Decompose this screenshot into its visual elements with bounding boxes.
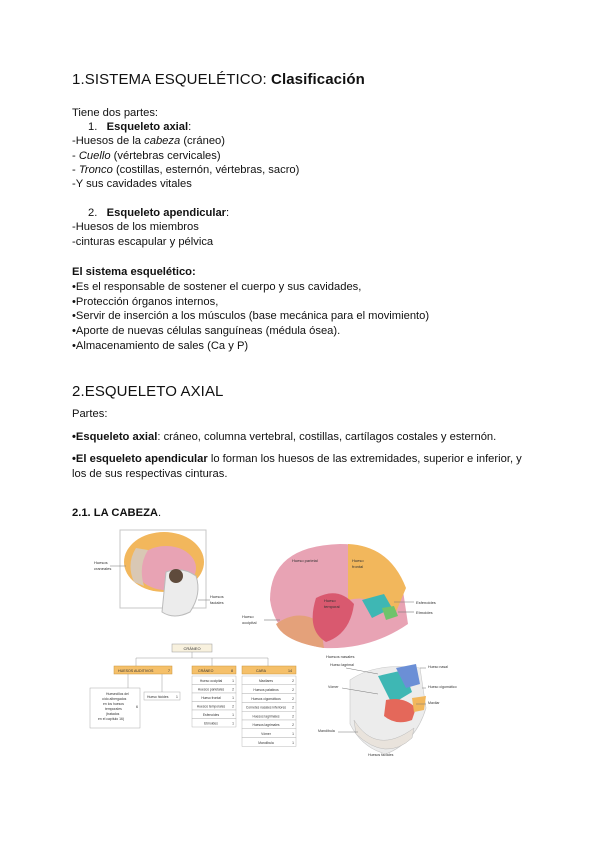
- chart-row-label: Cornetes nasales inferiores: [245, 705, 287, 710]
- chart-row-count: 1: [232, 721, 234, 726]
- chart-col3-rows: [242, 676, 296, 746]
- chart-row-label: Hueso frontal: [201, 695, 221, 700]
- label-hueso-occipital: Hueso: [242, 614, 254, 619]
- chart-row-label: Huesos parietales: [197, 687, 225, 692]
- chart-row-label: Huesos cigomáticos: [251, 696, 281, 701]
- chart-hioides-label: Hueso hioides: [147, 695, 169, 699]
- chart-root-label: CRÁNEO: [183, 646, 201, 651]
- axial-item-3: - Tronco (costillas, esternón, vértebras, sacro): [72, 164, 300, 176]
- chart-col1-note-num: 6: [136, 705, 138, 709]
- chart-row-count: 1: [232, 695, 234, 700]
- chart-hioides-num: 1: [176, 695, 178, 699]
- chart-row-count: 1: [292, 740, 294, 745]
- chart-row-label: Huesos temporales: [196, 704, 226, 709]
- chart-row-count: 1: [232, 678, 234, 683]
- label-huesos-faciales: Huesos: [210, 594, 224, 599]
- chart-col2-count: 8: [231, 669, 233, 673]
- chart-row-label: Mandíbula: [258, 740, 274, 745]
- chart-col1-header-label: HUESOS AUDITIVOS: [118, 669, 154, 673]
- label-huesos-nasales: Huesos nasales: [326, 654, 355, 659]
- chart-row-label: Huesos palatinos: [253, 687, 279, 692]
- apendicular-definition: •El esqueleto apendicular lo forman los huesos de las extremidades, superior e inferior, y los de sus respectivas cinturas.: [72, 453, 522, 480]
- label-vomer: Vómer: [328, 685, 339, 689]
- label-hueso-temporal: temporal: [324, 604, 340, 609]
- label-hueso-frontal: frontal: [352, 564, 364, 569]
- section-2-title: 2.ESQUELETO AXIAL: [72, 383, 224, 400]
- chart-col1-note-line: temporales: [105, 707, 122, 711]
- chart-row-count: 1: [232, 712, 234, 717]
- chart-row-count: 2: [292, 714, 294, 719]
- section-1-title: 1.SISTEMA ESQUELÉTICO: Clasificación: [72, 71, 365, 88]
- system-item: •Almacenamiento de sales (Ca y P): [72, 340, 249, 352]
- chart-row-label: Esfenoides: [202, 712, 220, 717]
- chart-col1-note-line: en el capítulo 16): [98, 717, 125, 721]
- label-hueso-parietal: Hueso parietal: [292, 558, 318, 563]
- chart-col1-count: 7: [168, 669, 170, 673]
- label-esfenoides: Esfenoides: [416, 600, 436, 605]
- chart-row-count: 2: [292, 696, 294, 701]
- system-item: •Aporte de nuevas células sanguíneas (médula ósea).: [72, 325, 341, 337]
- axial-item-4: -Y sus cavidades vitales: [72, 178, 192, 190]
- apendicular-item-2: -cinturas escapular y pélvica: [72, 236, 214, 248]
- system-item: •Protección órganos internos,: [72, 296, 219, 308]
- system-item: •Servir de inserción a los músculos (base mecánica para el movimiento): [72, 310, 430, 322]
- label-maxilar: Maxilar: [428, 701, 440, 705]
- label-etmoides: Etmoides: [416, 610, 433, 615]
- system-title: El sistema esquelético:: [72, 266, 196, 278]
- chart-row-count: 2: [292, 723, 294, 728]
- label-huesos-craneales: Huesos: [94, 560, 108, 565]
- chart-col2-header-label: CRÁNEO: [198, 669, 214, 673]
- axial-definition: •Esqueleto axial: cráneo, columna vertebral, costillas, cartílagos costales y esternón.: [72, 431, 497, 443]
- chart-row-label: Huesos lagrimales: [252, 714, 280, 719]
- partes-text: Partes:: [72, 408, 108, 420]
- cabeza-subtitle: 2.1. LA CABEZA.: [72, 507, 162, 519]
- label-hueso-lagrimal: Hueso lagrimal: [330, 663, 354, 667]
- label-hueso-temporal: Hueso: [324, 598, 336, 603]
- chart-col1-note-line: (tratados: [106, 712, 120, 716]
- chart-connectors: [136, 652, 268, 666]
- chart-col3-count: 14: [288, 669, 292, 673]
- apendicular-item-1: -Huesos de los miembros: [72, 221, 199, 233]
- chart-row-label: Hueso occipital: [199, 678, 223, 683]
- label-hueso-occipital: occipital: [242, 620, 257, 625]
- apendicular-heading: 2. Esqueleto apendicular:: [88, 207, 230, 219]
- chart-col1-note-line: oído albergados: [102, 697, 127, 701]
- chart-col3-header-label: CARA: [256, 669, 266, 673]
- chart-row-count: 2: [292, 679, 294, 684]
- chart-row-count: 2: [232, 704, 234, 709]
- chart-row-count: 2: [232, 687, 234, 692]
- label-hueso-nasal: Hueso nasal: [428, 665, 448, 669]
- system-item: •Es el responsable de sostener el cuerpo y sus cavidades,: [72, 281, 362, 293]
- label-hueso-frontal: Hueso: [352, 558, 364, 563]
- label-huesos-faciales: faciales: [210, 600, 224, 605]
- chart-row-count: 2: [292, 705, 294, 710]
- label-hueso-cigomatico: Hueso cigomático: [428, 685, 457, 689]
- intro-text: Tiene dos partes:: [72, 107, 159, 119]
- skull-classification-chart: [88, 642, 298, 754]
- chart-row-count: 2: [292, 687, 294, 692]
- label-huesos-faciales: Huesos faciales: [368, 753, 394, 757]
- facial-bones-figure: [316, 658, 458, 758]
- chart-col1-note-line: Huesecillos del: [106, 692, 129, 696]
- chart-row-label: Huesos lagrimales: [252, 723, 280, 728]
- label-mandibula: Mandíbula: [318, 729, 335, 733]
- label-huesos-craneales: craneales: [94, 566, 112, 571]
- skull-overview-figure: [80, 528, 250, 640]
- axial-item-2: - Cuello (vértebras cervicales): [72, 150, 221, 162]
- axial-heading: 1. Esqueleto axial:: [88, 121, 192, 133]
- chart-row-label: Etmoides: [204, 721, 218, 726]
- orbit-shape: [169, 569, 183, 583]
- chart-row-label: Vómer: [261, 731, 271, 736]
- axial-item-1: -Huesos de la cabeza (cráneo): [72, 135, 225, 147]
- chart-row-count: 1: [292, 731, 294, 736]
- chart-col1-note-line: en los huesos: [103, 702, 124, 706]
- chart-col2-rows: [192, 676, 236, 727]
- chart-row-label: Maxilares: [258, 679, 274, 684]
